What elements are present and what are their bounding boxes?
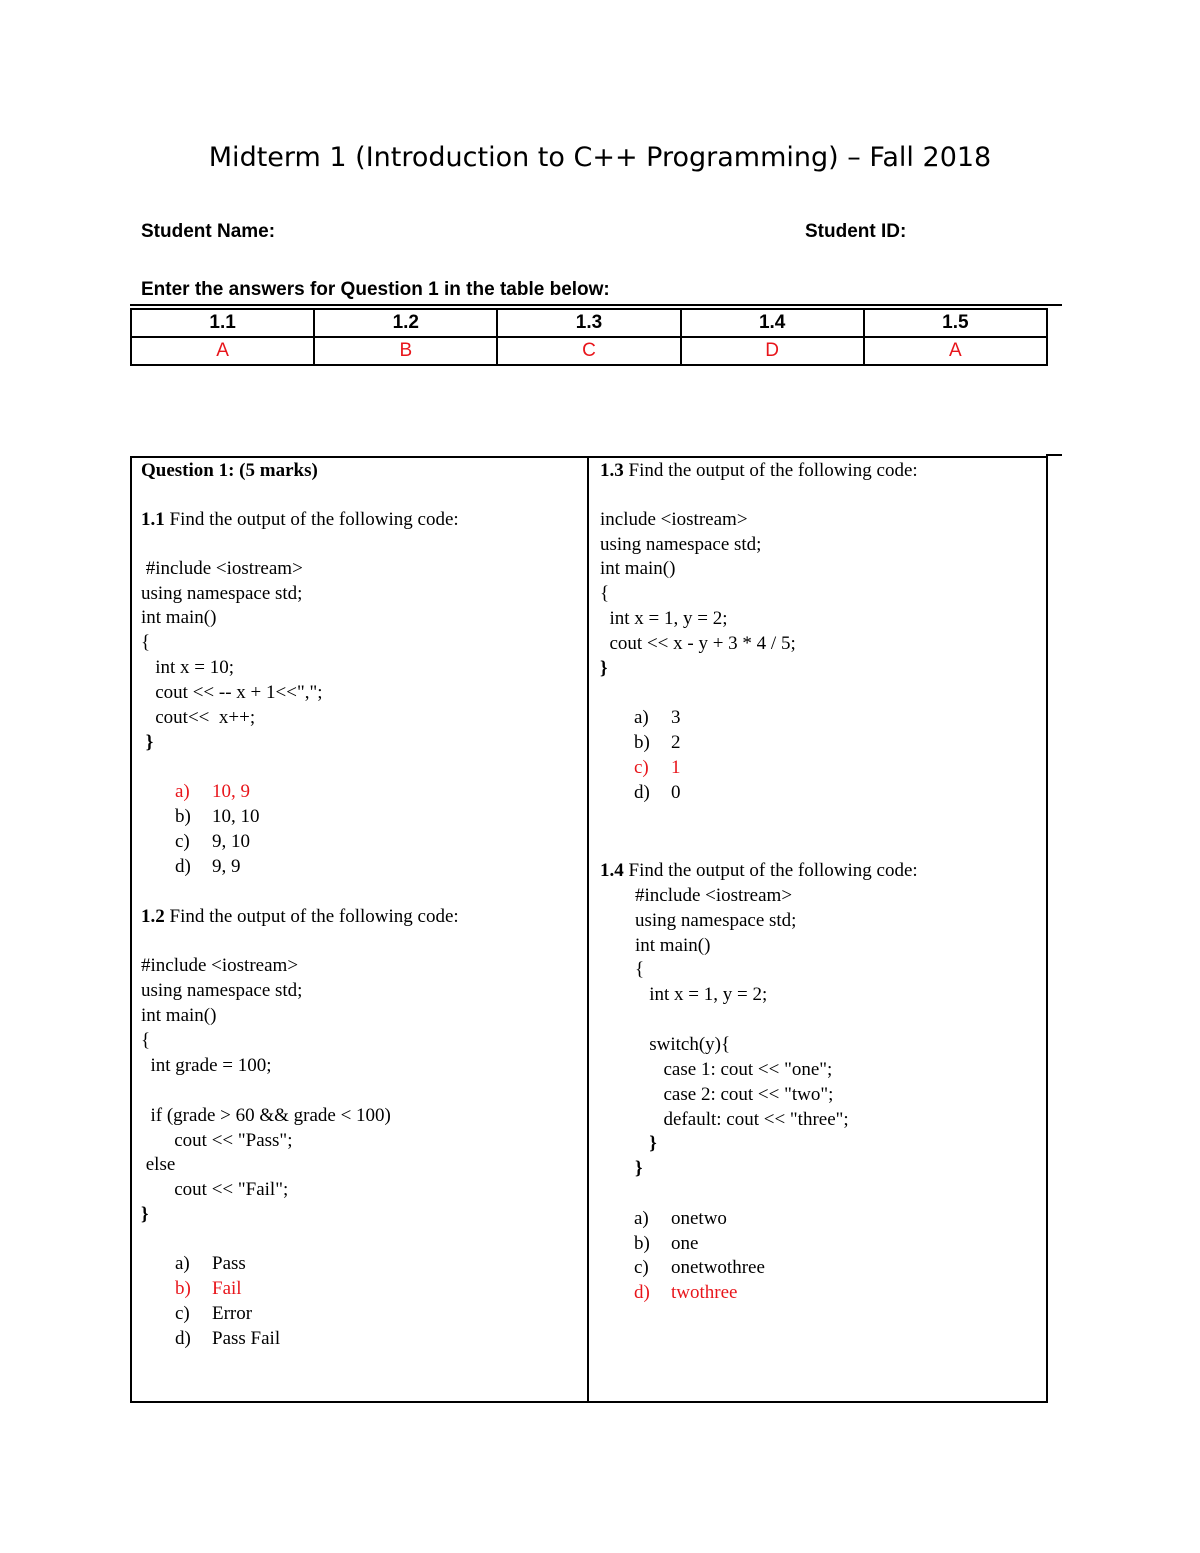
code-line: { <box>635 959 645 980</box>
option-text: Fail <box>212 1278 242 1299</box>
code-line: } <box>635 1158 643 1179</box>
answer-table-value-row <box>131 337 1047 365</box>
option-text: one <box>671 1233 699 1254</box>
code-line: if (grade > 60 && grade < 100) <box>141 1105 391 1126</box>
code-line: cout << x - y + 3 * 4 / 5; <box>600 633 796 654</box>
q1-4-number: 1.4 <box>600 860 624 881</box>
option-letter: a) <box>175 1253 190 1274</box>
option-text: 9, 10 <box>212 831 250 852</box>
q1-3-heading <box>600 460 918 482</box>
option-letter: d) <box>175 856 191 877</box>
q1-2-number: 1.2 <box>141 906 165 927</box>
option-text: onetwothree <box>671 1257 765 1278</box>
question-header: Question 1: (5 marks) <box>141 460 318 481</box>
answer-header-cell: 1.3 <box>497 309 680 337</box>
code-line: cout<< x++; <box>141 707 256 728</box>
option-letter: b) <box>634 1233 650 1254</box>
code-line: using namespace std; <box>635 910 797 931</box>
column-divider <box>587 456 589 1402</box>
option-letter: c) <box>634 757 649 778</box>
code-line: int main() <box>141 1005 217 1026</box>
code-line: int x = 10; <box>141 657 235 678</box>
q1-4-heading <box>600 860 918 882</box>
code-line: { <box>141 632 151 653</box>
answer-table <box>130 308 1048 366</box>
code-line: switch(y){ <box>635 1034 731 1055</box>
code-line: int main() <box>600 558 676 579</box>
q1-4-prompt: Find the output of the following code: <box>628 860 918 881</box>
code-line: #include <iostream> <box>141 955 299 976</box>
answer-header-cell: 1.5 <box>864 309 1047 337</box>
option-letter: c) <box>175 831 190 852</box>
option-letter: b) <box>634 732 650 753</box>
code-line: using namespace std; <box>600 534 762 555</box>
code-line: { <box>600 583 610 604</box>
option-letter: d) <box>175 1328 191 1349</box>
code-line: int x = 1, y = 2; <box>600 608 728 629</box>
answer-value-cell: A <box>131 337 314 365</box>
code-line: #include <iostream> <box>635 885 793 906</box>
q1-3-number: 1.3 <box>600 460 624 481</box>
option-letter: d) <box>634 1282 650 1303</box>
q1-2-prompt: Find the output of the following code: <box>169 906 459 927</box>
option-text: Pass Fail <box>212 1328 281 1349</box>
code-line: cout << -- x + 1<<","; <box>141 682 323 703</box>
answers-instruction: Enter the answers for Question 1 in the table below: <box>141 279 610 300</box>
code-line: case 1: cout << "one"; <box>635 1059 833 1080</box>
code-line: int x = 1, y = 2; <box>635 984 768 1005</box>
option-letter: c) <box>175 1303 190 1324</box>
code-line: cout << "Fail"; <box>141 1179 289 1200</box>
q1-1-prompt: Find the output of the following code: <box>169 509 459 530</box>
option-letter: a) <box>634 707 649 728</box>
code-line: int main() <box>635 935 711 956</box>
option-text: 10, 9 <box>212 781 250 802</box>
code-line: using namespace std; <box>141 583 303 604</box>
answer-table-header-row <box>131 309 1047 337</box>
question-box-rule <box>1046 454 1062 456</box>
option-text: 10, 10 <box>212 806 260 827</box>
code-line: include <iostream> <box>600 509 748 530</box>
q1-1-number: 1.1 <box>141 509 165 530</box>
option-text: onetwo <box>671 1208 727 1229</box>
option-text: Pass <box>212 1253 246 1274</box>
option-text: 9, 9 <box>212 856 241 877</box>
answer-value-cell: C <box>497 337 680 365</box>
code-line: int main() <box>141 607 217 628</box>
option-text: Error <box>212 1303 253 1324</box>
answer-header-cell: 1.2 <box>314 309 497 337</box>
code-line: else <box>141 1154 176 1175</box>
option-text: 0 <box>671 782 681 803</box>
option-letter: a) <box>634 1208 649 1229</box>
code-line: using namespace std; <box>141 980 303 1001</box>
code-line: cout << "Pass"; <box>141 1130 293 1151</box>
option-letter: d) <box>634 782 650 803</box>
answer-value-cell: D <box>681 337 864 365</box>
q1-2-heading <box>141 906 459 928</box>
option-letter: b) <box>175 1278 191 1299</box>
code-line: default: cout << "three"; <box>635 1109 849 1130</box>
page-title: Midterm 1 (Introduction to C++ Programming) – Fall 2018 <box>208 142 992 173</box>
code-line: } <box>635 1133 657 1154</box>
code-line: { <box>141 1030 151 1051</box>
option-letter: c) <box>634 1257 649 1278</box>
q1-3-prompt: Find the output of the following code: <box>628 460 918 481</box>
code-line: } <box>141 1204 149 1225</box>
code-line: } <box>141 732 154 753</box>
answer-header-cell: 1.4 <box>681 309 864 337</box>
option-text: 3 <box>671 707 681 728</box>
code-line: #include <iostream> <box>141 558 303 579</box>
answer-header-cell: 1.1 <box>131 309 314 337</box>
q1-1-heading <box>141 509 459 531</box>
answer-value-cell: B <box>314 337 497 365</box>
student-id-label: Student ID: <box>805 221 907 242</box>
option-text: 2 <box>671 732 681 753</box>
student-name-label: Student Name: <box>141 221 276 242</box>
code-line: case 2: cout << "two"; <box>635 1084 834 1105</box>
option-letter: b) <box>175 806 191 827</box>
option-letter: a) <box>175 781 190 802</box>
option-text: twothree <box>671 1282 738 1303</box>
instruction-rule <box>130 304 1062 306</box>
code-line: } <box>600 658 608 679</box>
option-text: 1 <box>671 757 681 778</box>
answer-value-cell: A <box>864 337 1047 365</box>
code-line: int grade = 100; <box>141 1055 272 1076</box>
